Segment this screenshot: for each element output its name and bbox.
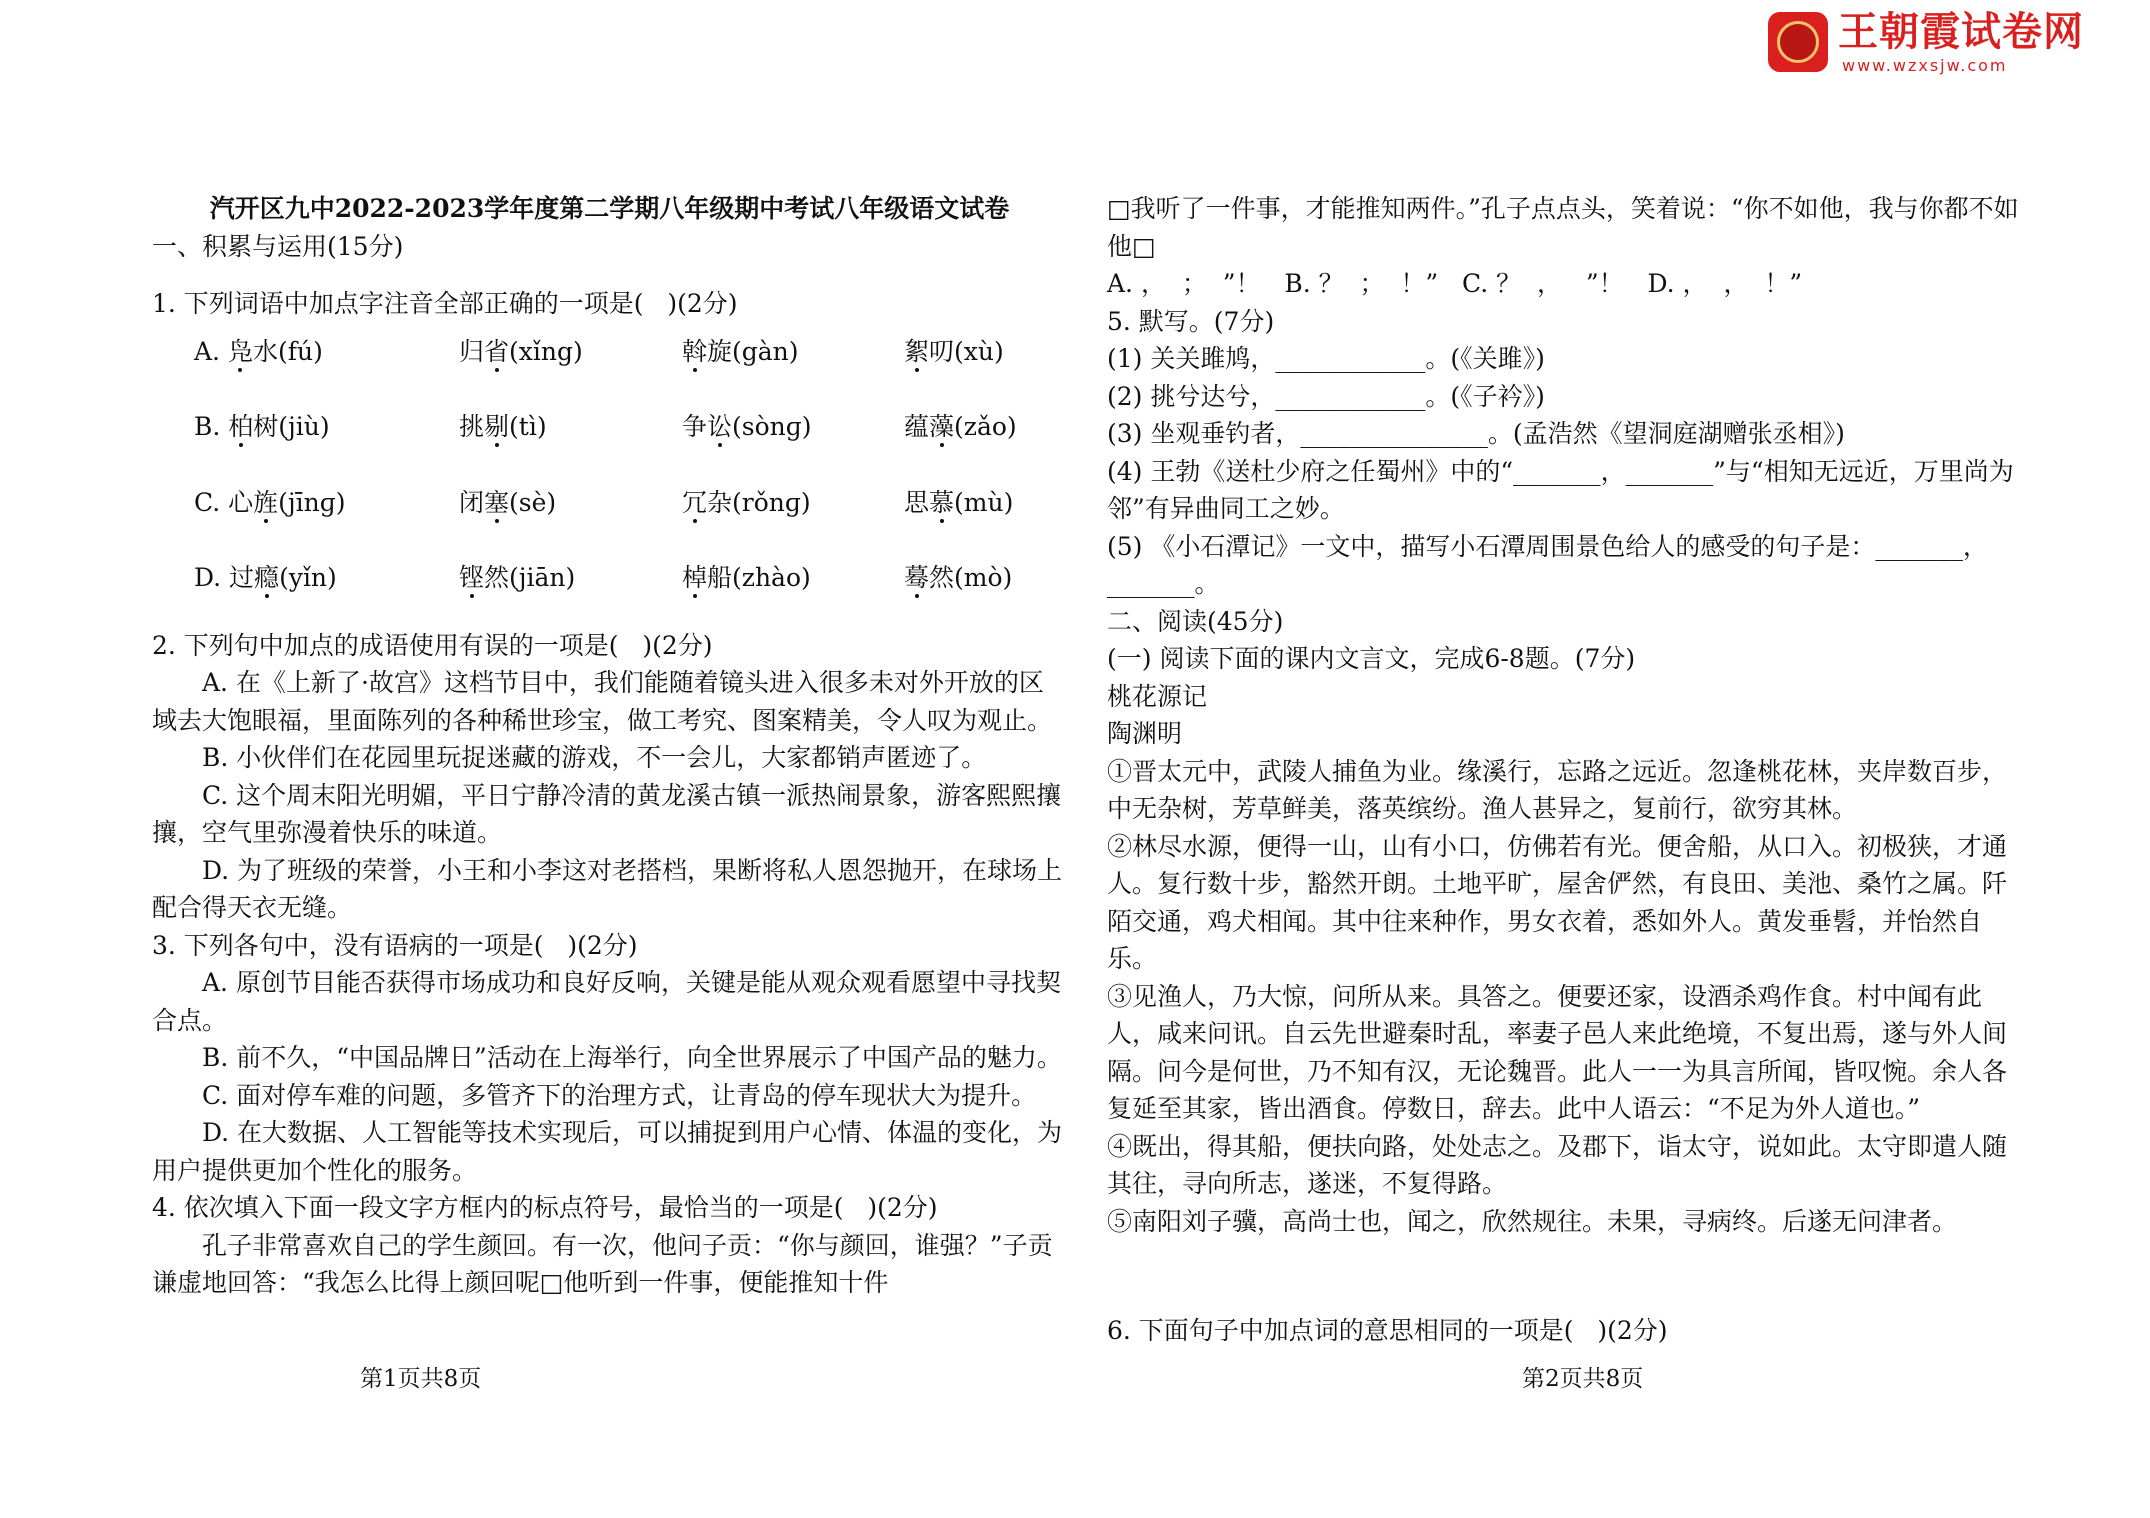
dotted-character: 旌 — [253, 487, 279, 517]
term-text: 蕴 — [904, 412, 930, 441]
term-text: 争 — [682, 412, 708, 441]
term-text: C. 心 — [194, 487, 254, 517]
q1-option-term — [459, 408, 682, 446]
q2-option-d: D. 为了班级的荣誉，小王和小李这对老搭档，果断将私人恩怨抛开，在球场上配合得天衣无缝。 — [152, 855, 1063, 922]
term-text: (jīnɡ) — [278, 487, 346, 517]
q5-item-4: (4) 王勃《送杜少府之任蜀州》中的“_______，_______”与“相知无远近，万里尚为邻”有异曲同工之妙。 — [1107, 456, 2014, 523]
dotted-character: 省 — [484, 336, 510, 366]
q4-stem: 4. 依次填入下面一段文字方框内的标点符号，最恰当的一项是( )(2分) — [152, 1193, 938, 1222]
q1-option-term — [904, 484, 1104, 522]
q1-option-term — [682, 408, 904, 446]
term-text: 树(jiù) — [253, 412, 330, 441]
dotted-character: 瘾 — [254, 563, 280, 592]
dotted-character: 柏 — [228, 412, 254, 441]
q4-text: 孔子非常喜欢自己的学生颜回。有一次，他问子贡：“你与颜回，谁强？”子贡谦虚地回答：“我怎么比得上颜回呢□他听到一件事，便能推知十件 — [152, 1230, 1053, 1297]
dotted-character: 塞 — [484, 487, 510, 517]
passage-paragraph-3: ③见渔人，乃大惊，问所从来。具答之。便要还家，设酒杀鸡作食。村中闻有此人，咸来问讯。自云先世避秦时乱，率妻子邑人来此绝境，不复出焉，遂与外人间隔。问今是何世，乃不知有汉，无论魏晋。此人一一为具言所闻，皆叹惋。余人各复延至其家，皆出酒食。停数日，辞去。此中人语云：“不足为外人道也。” — [1107, 981, 2008, 1123]
dotted-character: 凫 — [227, 336, 253, 366]
passage-paragraph-5: ⑤南阳刘子骥，高尚士也，闻之，欣然规往。未果，寻病终。后遂无问津者。 — [1107, 1206, 1958, 1236]
q1-option-term — [459, 484, 682, 522]
page-2-footer: 第2页共8页 — [1522, 1366, 1644, 1392]
term-text: 旋(gàn) — [707, 336, 799, 366]
dotted-character: 蓦 — [904, 563, 930, 592]
q3-option-a: A. 原创节目能否获得市场成功和良好反响，关键是能从观众观看愿望中寻找契合点。 — [152, 968, 1061, 1035]
q3-stem: 3. 下列各句中，没有语病的一项是( )(2分) — [152, 930, 638, 960]
term-text: 然(mò) — [929, 563, 1013, 592]
term-text: 思 — [904, 487, 930, 517]
dotted-character: 慕 — [929, 487, 955, 517]
term-text: 叨(xù) — [929, 336, 1004, 366]
term-text: 挑 — [459, 412, 485, 441]
q4-continuation: □我听了一件事，才能推知两件。”孔子点点头，笑着说：“你不如他，我与你都不如他□ — [1107, 194, 2019, 261]
q5-item-5: (5) 《小石潭记》一文中，描写小石潭周围景色给人的感受的句子是：_______，_______。 — [1107, 531, 1988, 598]
q1-option-term — [904, 333, 1104, 371]
term-text: D. 过 — [194, 563, 255, 592]
passage-author: 陶渊明 — [1107, 719, 1183, 748]
q3-option-c: C. 面对停车难的问题，多管齐下的治理方式，让青岛的停车现状大为提升。 — [202, 1080, 1037, 1110]
q5-stem: 5. 默写。(7分) — [1107, 306, 1275, 336]
q1-option-term — [682, 333, 904, 371]
q2-option-c: C. 这个周末阳光明媚，平日宁静冷清的黄龙溪古镇一派热闹景象，游客熙熙攘攘，空气里弥漫着快乐的味道。 — [152, 780, 1062, 847]
passage-paragraph-4: ④既出，得其船，便扶向路，处处志之。及郡下，诣太守，说如此。太守即遣人随其往，寻向所志，遂迷，不复得路。 — [1107, 1131, 2008, 1198]
term-text: 归 — [459, 336, 485, 366]
q3-option-b: B. 前不久，“中国品牌日”活动在上海举行，向全世界展示了中国产品的魅力。 — [202, 1043, 1062, 1072]
page-2-column — [1107, 190, 2022, 1350]
q5-item-3: (3) 坐观垂钓者，_______________。(孟浩然《望洞庭湖赠张丞相》) — [1107, 419, 1845, 448]
q1-option-term — [459, 333, 682, 371]
term-text: A. — [194, 336, 228, 366]
term-text: (tì) — [509, 412, 547, 441]
q6-stem: 6. 下面句子中加点词的意思相同的一项是( )(2分) — [1107, 1316, 1668, 1345]
logo-emblem-icon — [1768, 12, 1828, 72]
q2-stem: 2. 下列句中加点的成语使用有误的一项是( )(2分) — [152, 630, 713, 660]
section-1-heading: 一、积累与运用(15分) — [152, 231, 404, 261]
q5-item-2: (2) 挑兮达兮，____________。(《子衿》) — [1107, 381, 1545, 411]
q1-options — [152, 333, 1067, 597]
term-text: (sònɡ) — [732, 412, 812, 441]
passage-paragraph-1: ①晋太元中，武陵人捕鱼为业。缘溪行，忘路之远近。忽逢桃花林，夹岸数百步，中无杂树，芳草鲜美，落英缤纷。渔人甚异之，复前行，欲穷其林。 — [1107, 756, 2008, 823]
term-text: 船(zhào) — [707, 563, 811, 592]
logo-url: www.wzxsjw.com — [1842, 56, 2008, 75]
q1-option-term — [459, 559, 682, 597]
q2-option-b: B. 小伙伴们在花园里玩捉迷藏的游戏，不一会儿，大家都销声匿迹了。 — [202, 743, 987, 772]
dotted-character: 斡 — [682, 336, 708, 366]
q1-option-term — [904, 559, 1104, 597]
term-text: 杂(rǒnɡ) — [707, 487, 811, 517]
q1-option-term — [904, 408, 1104, 446]
term-text: (yǐn) — [279, 563, 337, 592]
term-text: 水(fú) — [252, 336, 323, 366]
term-text: B. — [194, 412, 229, 441]
q1-stem: 1. 下列词语中加点字注音全部正确的一项是( )(2分) — [152, 289, 738, 318]
q4-options: A. ， ； ”！ B. ？ ； ！” C. ？ ， ”！ D. ， ， ！” — [1107, 269, 1803, 298]
q1-option-term — [682, 484, 904, 522]
section-2-heading: 二、阅读(45分) — [1107, 606, 1284, 636]
term-text: 闭 — [459, 487, 485, 517]
reading-part-1: (一) 阅读下面的课内文言文，完成6-8题。(7分) — [1107, 644, 1636, 673]
dotted-character: 冗 — [682, 487, 708, 517]
logo-name: 王朝霞试卷网 — [1838, 9, 2084, 55]
q1-option-term — [194, 484, 459, 522]
q3-option-d: D. 在大数据、人工智能等技术实现后，可以捕捉到用户心情、体温的变化，为用户提供更加个性化的服务。 — [152, 1118, 1063, 1185]
term-text: (sè) — [509, 487, 557, 517]
page-1-column — [152, 190, 1067, 1302]
q1-option-term — [194, 333, 459, 371]
exam-title: 汽开区九中2022-2023学年度第二学期八年级期中考试八年级语文试卷 — [209, 194, 1010, 223]
passage-title: 桃花源记 — [1107, 681, 1208, 711]
q1-option-term — [682, 559, 904, 597]
term-text: (mù) — [954, 487, 1014, 517]
term-text: (zǎo) — [954, 412, 1017, 441]
term-text: (xǐng) — [509, 336, 583, 366]
page-1-footer: 第1页共8页 — [360, 1366, 482, 1392]
q1-option-term — [194, 408, 459, 446]
dotted-character: 絮 — [904, 336, 930, 366]
site-logo — [1768, 8, 2094, 76]
q2-option-a: A. 在《上新了·故宫》这档节目中，我们能随着镜头进入很多未对外开放的区域去大饱眼福，里面陈列的各种稀世珍宝，做工考究、图案精美，令人叹为观止。 — [152, 668, 1053, 735]
dotted-character: 藻 — [929, 412, 955, 441]
term-text: 然(jiān) — [484, 563, 576, 592]
q1-option-term — [194, 559, 459, 597]
dotted-character: 铿 — [459, 563, 485, 592]
dotted-character: 剔 — [484, 412, 510, 441]
dotted-character: 棹 — [682, 563, 708, 592]
passage-paragraph-2: ②林尽水源，便得一山，山有小口，仿佛若有光。便舍船，从口入。初极狭，才通人。复行数十步，豁然开朗。土地平旷，屋舍俨然，有良田、美池、桑竹之属。阡陌交通，鸡犬相闻。其中往来种作，男女衣着，悉如外人。黄发垂髫，并怡然自乐。 — [1107, 831, 2008, 973]
q5-item-1: (1) 关关雎鸠，____________。(《关雎》) — [1107, 344, 1545, 373]
dotted-character: 讼 — [707, 412, 733, 441]
